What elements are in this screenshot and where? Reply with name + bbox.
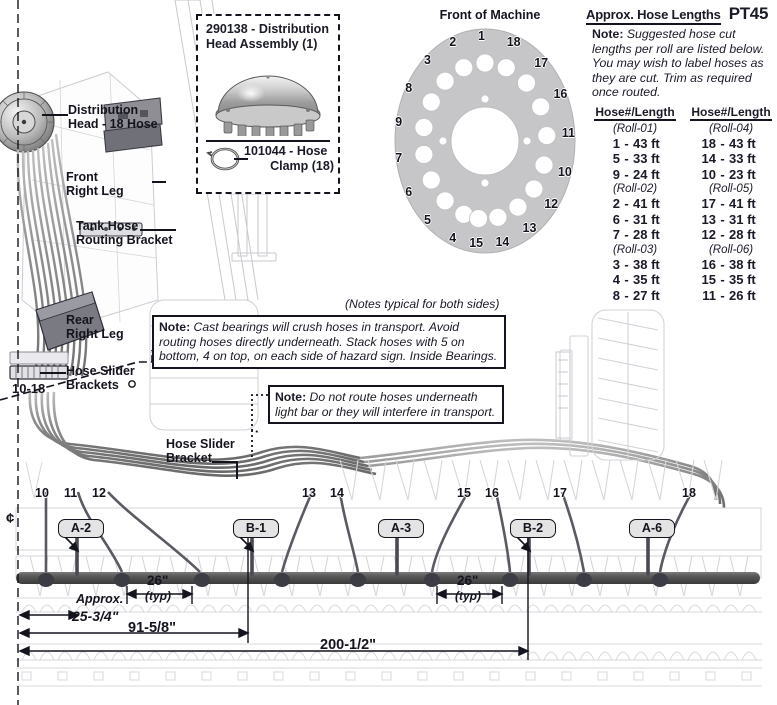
- hose-length-row: [690, 272, 772, 288]
- leader-front-right-leg: [152, 181, 166, 183]
- note-leaders: [0, 290, 520, 490]
- spacing-1-value: 26": [147, 573, 169, 588]
- hose-length-column-header: Hose#/Length: [595, 104, 675, 119]
- dial-hole: [509, 198, 527, 216]
- dial-hole-number: 14: [495, 234, 510, 249]
- hose-lengths-panel: [586, 4, 774, 303]
- hose-length-row: [690, 151, 772, 167]
- hose-roll-label: (Roll-06): [708, 243, 754, 256]
- bottom-hose-number: 17: [553, 486, 567, 500]
- marker-tag-a-6[interactable]: A-6: [629, 519, 675, 538]
- note1-bold: Note:: [159, 320, 191, 334]
- hose-length-row: [690, 196, 772, 212]
- callout-hose-slider-bracket-line2: Bracket: [166, 451, 212, 465]
- hose-roll-label: (Roll-05): [708, 183, 754, 196]
- hose-length-row: [594, 227, 676, 243]
- marker-tag-a-3[interactable]: A-3: [378, 519, 424, 538]
- hose-number: 17: [701, 196, 716, 212]
- note2-text: Do not route hoses underneath light bar or they will interfere in transport.: [275, 390, 496, 419]
- callout-front-right-leg: [66, 170, 124, 198]
- centerline-symbol: ¢: [6, 510, 15, 527]
- dial-hole: [436, 192, 454, 210]
- hose-lengths-columns: [586, 105, 774, 304]
- hose-dash: -: [624, 211, 629, 227]
- bottom-hose-number: 15: [457, 486, 471, 500]
- dial-hole: [476, 54, 494, 72]
- dial-hole-number: 10: [557, 165, 572, 180]
- hose-length: 43 ft: [729, 135, 756, 151]
- dial-hole-number: 3: [424, 53, 431, 68]
- hose-dash: -: [720, 166, 725, 182]
- hose-length: 28 ft: [729, 227, 756, 243]
- callout-front-right-leg-line1: Front: [66, 170, 98, 184]
- callout-distribution-head: [68, 103, 158, 131]
- dim-mid-value: 91-5/8": [128, 620, 176, 636]
- hose-length: 24 ft: [633, 166, 660, 182]
- dial-hole-number: 12: [544, 197, 559, 212]
- hose-number: 14: [701, 151, 716, 167]
- hose-dash: -: [720, 272, 725, 288]
- bottom-hose-number: 13: [302, 486, 316, 500]
- clamp-label-line2: Clamp (18): [270, 159, 334, 173]
- note1-text: Cast bearings will crush hoses in transport. Avoid routing hoses directly underneath. Stack hoses with 5 on bottom, 4 on top, on each side of hazard sign. Inside Bearings.: [159, 320, 498, 364]
- leader-distribution-head: [42, 114, 68, 116]
- callout-distribution-head-line2: Head - 18 Hose: [68, 117, 158, 131]
- clamp-part-label: [244, 144, 334, 174]
- dial-hole-number: 6: [405, 185, 413, 199]
- hose-length: 31 ft: [633, 211, 660, 227]
- hose-length-row: [690, 257, 772, 273]
- approx-label: Approx.: [76, 592, 124, 606]
- notes-typical-label: (Notes typical for both sides): [345, 297, 500, 311]
- hose-number: 13: [701, 211, 716, 227]
- dial-hole: [518, 74, 536, 92]
- bottom-hose-number: 18: [682, 486, 696, 500]
- dial-hole-number: 9: [395, 114, 403, 129]
- assembly-part-label: 290138 - Distribution Head Assembly (1): [206, 22, 329, 51]
- dial-hole-number: 16: [553, 87, 568, 102]
- bottom-hose-number: 14: [330, 486, 344, 500]
- dial-hole: [422, 93, 440, 111]
- hose-number: 2: [612, 196, 620, 212]
- hose-length: 27 ft: [633, 287, 660, 303]
- hose-number: 3: [612, 256, 620, 272]
- dial-hole-number: 17: [534, 55, 549, 70]
- hose-dash: -: [720, 287, 725, 303]
- dial-hole: [415, 146, 433, 164]
- hose-length-column-2: [690, 105, 772, 304]
- hose-roll-label: (Roll-01): [612, 122, 658, 135]
- dial-title: Front of Machine: [439, 8, 541, 22]
- note2-bold: Note:: [275, 390, 307, 404]
- hose-number: 10: [701, 166, 716, 182]
- hose-length-column-header: Hose#/Length: [691, 104, 771, 119]
- dial-hole: [455, 59, 473, 77]
- hose-dash: -: [720, 211, 725, 227]
- dial-hole: [525, 180, 543, 198]
- hose-number: 11: [702, 287, 716, 303]
- hose-dash: -: [624, 135, 629, 151]
- hose-dash: -: [720, 227, 725, 243]
- hose-lengths-heading: Approx. Hose Lengths: [586, 7, 721, 25]
- dial-hole: [422, 171, 440, 189]
- hose-length-row: [594, 272, 676, 288]
- dial-hole-number: 13: [522, 221, 537, 236]
- hose-note-bold: Note:: [592, 27, 624, 41]
- spacing-1-typ: (typ): [145, 589, 171, 603]
- bottom-hose-number: 12: [92, 486, 106, 500]
- part-callout-box: [196, 14, 340, 194]
- bottom-hose-number: 11: [64, 486, 78, 500]
- hose-number: 6: [612, 211, 620, 227]
- dial-hole: [436, 72, 454, 90]
- callout-distribution-head-line1: Distribution: [68, 103, 139, 117]
- hose-number: 4: [612, 272, 620, 288]
- spacing-2-typ: (typ): [455, 589, 481, 603]
- hose-dash: -: [624, 196, 629, 212]
- hose-length: 33 ft: [633, 151, 660, 167]
- hose-length: 41 ft: [633, 196, 660, 212]
- callout-tank-bracket-line1: Tank Hose: [76, 219, 139, 233]
- distribution-head-dome-image: [200, 62, 336, 136]
- dial-hole: [415, 119, 433, 137]
- hose-length-row: [690, 136, 772, 152]
- hose-dash: -: [624, 287, 629, 303]
- hose-length: 31 ft: [729, 211, 756, 227]
- dial-hole: [497, 59, 515, 77]
- hose-dash: -: [624, 227, 629, 243]
- dial-hole-number: 15: [469, 236, 484, 251]
- hose-number: 15: [701, 272, 716, 288]
- hose-number: 9: [612, 166, 620, 182]
- hose-dash: -: [624, 151, 629, 167]
- hose-length-row: [594, 288, 676, 304]
- hose-length: 33 ft: [729, 151, 756, 167]
- callout-hose-slider-brackets-line1: Hose Slider: [66, 364, 135, 378]
- hose-number: 12: [701, 227, 716, 243]
- hose-note-text: Suggested hose cut lengths per roll are listed below. You may wish to label hoses as they are cut. Trim as required once routed.: [592, 27, 765, 100]
- hose-dash: -: [624, 166, 629, 182]
- dial-hole: [538, 127, 556, 145]
- dial-hole: [470, 210, 488, 228]
- bottom-hose-number: 16: [485, 486, 499, 500]
- hose-lengths-header: [586, 4, 774, 25]
- hose-length-row: [594, 212, 676, 228]
- hose-lengths-note: [586, 27, 774, 100]
- distribution-head-hole-pattern: [393, 26, 578, 256]
- hose-length: 43 ft: [633, 135, 660, 151]
- hose-length-row: [594, 196, 676, 212]
- hose-length: 28 ft: [633, 227, 660, 243]
- hose-length: 38 ft: [729, 256, 756, 272]
- hose-number: 16: [701, 256, 716, 272]
- hose-length-row: [594, 167, 676, 183]
- hose-dash: -: [720, 196, 725, 212]
- callout-tank-bracket-line2: Routing Bracket: [76, 233, 173, 247]
- bottom-hose-number: 10: [35, 486, 49, 500]
- model-label: PT45: [728, 4, 769, 23]
- clamp-label-line1: 101044 - Hose: [244, 144, 328, 158]
- hose-dash: -: [624, 256, 629, 272]
- hose-number: 7: [612, 227, 620, 243]
- hose-length: 35 ft: [729, 272, 756, 288]
- hose-roll-label: (Roll-04): [708, 122, 754, 135]
- hose-length-row: [690, 227, 772, 243]
- hose-length: 41 ft: [729, 196, 756, 212]
- spacing-2-value: 26": [457, 573, 479, 588]
- hose-dash: -: [720, 256, 725, 272]
- hose-length: 23 ft: [729, 166, 756, 182]
- dim-total-value: 200-1/2": [320, 637, 377, 653]
- hose-range-label: 10-18: [12, 381, 46, 396]
- hose-length: 35 ft: [633, 272, 660, 288]
- marker-tag-a-2[interactable]: A-2: [58, 519, 104, 538]
- callout-rear-right-leg-line1: Rear: [66, 313, 94, 327]
- hose-number: 5: [612, 151, 620, 167]
- dial-hole-number: 5: [424, 212, 431, 227]
- hose-number: 18: [701, 135, 716, 151]
- dial-hole: [532, 98, 550, 116]
- callout-tank-hose-routing-bracket: [76, 219, 173, 247]
- dial-hole-number: 18: [506, 35, 521, 50]
- callout-rear-right-leg-line2: Right Leg: [66, 327, 124, 341]
- hose-length-row: [690, 212, 772, 228]
- hose-length: 26 ft: [729, 287, 756, 303]
- dial-hole: [535, 156, 553, 174]
- dial-hole-number: 4: [449, 230, 457, 245]
- dial-hole-number: 11: [561, 125, 575, 140]
- hose-dash: -: [624, 272, 629, 288]
- dial-hole-number: 1: [478, 29, 485, 43]
- callout-hose-slider-brackets-line2: Brackets: [66, 378, 119, 392]
- callout-hose-slider-bracket-line1: Hose Slider: [166, 437, 235, 451]
- hose-dash: -: [720, 135, 725, 151]
- hose-length: 38 ft: [633, 256, 660, 272]
- hose-length-row: [594, 136, 676, 152]
- callout-front-right-leg-line2: Right Leg: [66, 184, 124, 198]
- hose-length-row: [690, 288, 772, 304]
- dial-plate-svg: [393, 26, 578, 256]
- dial-hole-number: 7: [395, 151, 403, 166]
- hose-number: 8: [612, 287, 620, 303]
- marker-tag-b-2[interactable]: B-2: [510, 519, 556, 538]
- marker-tag-b-1[interactable]: B-1: [233, 519, 279, 538]
- dial-hole: [489, 208, 507, 226]
- hose-length-row: [594, 257, 676, 273]
- hose-dash: -: [720, 151, 725, 167]
- hose-roll-label: (Roll-03): [612, 243, 658, 256]
- hose-length-row: [594, 151, 676, 167]
- hose-roll-label: (Roll-02): [612, 183, 658, 196]
- dial-hole-number: 8: [405, 81, 413, 95]
- approx-value: 25-3/4": [72, 608, 119, 624]
- part-box-divider: [206, 140, 330, 142]
- hose-length-row: [690, 167, 772, 183]
- hose-length-column-1: [594, 105, 676, 304]
- dial-hole-number: 2: [449, 35, 457, 50]
- hose-number: 1: [612, 135, 620, 151]
